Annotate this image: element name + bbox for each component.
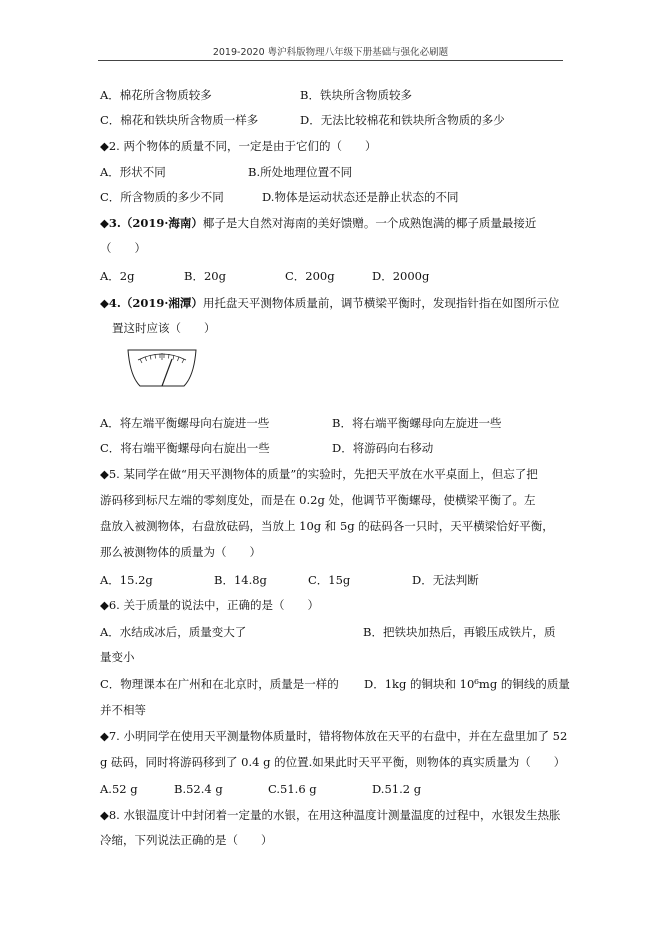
diamond-marker-icon: ◆ [100,729,109,743]
q6-option-b: B．把铁块加热后，再锻压成铁片，质 [363,625,556,639]
balance-pointer-figure [124,346,200,390]
q3-option-b: B．20g [184,269,226,283]
q7-stem-line [100,729,567,743]
q5-stem-4: 那么被测物体的质量为（ ） [100,545,261,559]
q4-stem-continued: 置这时应该（ ） [112,321,216,335]
q7-option-c: C.51.6 g [268,782,317,796]
header-rule [98,60,563,61]
q6-option-a: A．水结成冰后，质量变大了 [100,625,247,639]
q2-stem-line [100,139,376,153]
q3-option-c: C．200g [285,269,335,283]
q6-stem-line [100,598,319,612]
q2-option-d: D.物体是运动状态还是静止状态的不同 [262,190,459,204]
q5-stem-line [100,467,538,481]
q7-stem-1: 7. 小明同学在使用天平测量物体质量时，错将物体放在天平的右盘中，并在左盘里加了 52 [108,729,568,743]
q5-option-c: C．15g [308,573,351,587]
q5-stem-3: 盘放入被测物体，右盘放砝码，当放上 10g 和 5g 的砝码各一只时，天平横梁恰好平衡， [100,519,554,533]
q4-option-d: D．将游码向右移动 [332,441,434,455]
q4-stem: 用托盘天平测物体质量前，调节横梁平衡时，发现指针指在如图所示位 [202,296,560,310]
q4-option-c: C．将右端平衡螺母向右旋出一些 [100,441,270,455]
diamond-marker-icon: ◆ [100,808,109,822]
diamond-marker-icon: ◆ [100,139,109,153]
q7-option-b: B.52.4 g [174,782,223,796]
diamond-marker-icon: ◆ [100,296,109,310]
q6-option-b-continued: 量变小 [100,650,135,664]
q3-stem: 椰子是大自然对海南的美好馈赠。一个成熟饱满的椰子质量最接近 [202,216,537,230]
q3-option-d: D．2000g [372,269,430,283]
q5-stem-2: 游码移到标尺左端的零刻度处，而是在 0.2g 处，他调节平衡螺母，使横梁平衡了。左 [100,493,536,507]
q6-option-d: D．1kg 的铜块和 10⁶mg 的铜线的质量 [364,677,570,691]
diamond-marker-icon: ◆ [100,598,109,612]
q3-option-a: A．2g [100,269,135,283]
q5-option-a: A．15.2g [100,573,153,587]
q2-stem: 2. 两个物体的质量不同，一定是由于它们的（ ） [108,139,377,153]
q6-option-d-continued: 并不相等 [100,703,146,717]
q3-stem-continued: （ ） [100,241,146,255]
q1-option-a: A．棉花所含物质较多 [100,88,212,102]
q1-option-c: C．棉花和铁块所含物质一样多 [100,113,259,127]
diamond-marker-icon: ◆ [100,216,109,230]
q4-option-b: B．将右端平衡螺母向左旋进一些 [332,416,502,430]
q5-stem-1: 5. 某同学在做“用天平测物体的质量”的实验时，先把天平放在水平桌面上，但忘了把 [108,467,538,481]
q2-option-b: B.所处地理位置不同 [248,165,353,179]
q1-option-d: D．无法比较棉花和铁块所含物质的多少 [300,113,505,127]
q4-number: 4. [108,296,121,310]
q5-option-d: D．无法判断 [412,573,479,587]
q7-stem-2: g 砝码，同时将游码移到了 0.4 g 的位置.如果此时天平平衡，则物体的真实质量为（ ） [100,755,566,769]
q3-stem-line [100,216,536,230]
q8-stem-1: 8. 水银温度计中封闭着一定量的水银，在用这种温度计测量温度的过程中，水银发生热胀 [108,808,561,822]
q3-source: （2019·海南） [120,216,203,230]
q4-stem-line [100,296,559,310]
q8-stem-line [100,808,560,822]
q2-option-a: A．形状不同 [100,165,166,179]
q5-option-b: B．14.8g [214,573,267,587]
q2-option-c: C．所含物质的多少不同 [100,190,224,204]
q1-option-b: B．铁块所含物质较多 [300,88,412,102]
q4-source: （2019·湘潭） [120,296,203,310]
diamond-marker-icon: ◆ [100,467,109,481]
q7-option-a: A.52 g [100,782,138,796]
q6-option-c: C．物理课本在广州和在北京时，质量是一样的 [100,677,339,691]
page-header: 2019-2020 粤沪科版物理八年级下册基础与强化必刷题 [212,47,449,58]
q8-stem-2: 冷缩，下列说法正确的是（ ） [100,833,273,847]
q7-option-d: D.51.2 g [372,782,422,796]
q3-number: 3. [108,216,121,230]
q6-stem: 6. 关于质量的说法中，正确的是（ ） [108,598,319,612]
q4-option-a: A．将左端平衡螺母向右旋进一些 [100,416,270,430]
